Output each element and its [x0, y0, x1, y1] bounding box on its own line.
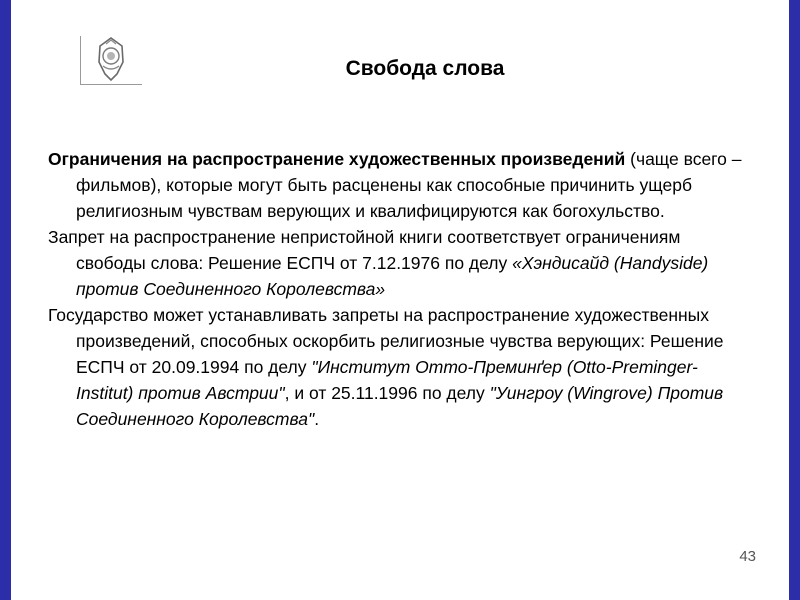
logo-frame-vertical: [80, 36, 81, 84]
paragraph-2: [48, 224, 748, 302]
paragraph-3-case-name-2: "Уингроу (Wingrove) Против Соединенного Королевства": [76, 383, 724, 429]
paragraph-3-case-name-1: "Институт Отто-Преминґер (Otto-Preminger-Institut) против Австрии": [76, 357, 698, 403]
left-accent-bar: [0, 0, 11, 600]
paragraph-1: [48, 146, 748, 224]
page-number: 43: [739, 548, 756, 565]
paragraph-3-text-2: , и от 25.11.1996 по делу: [284, 383, 490, 403]
right-accent-bar: [789, 0, 800, 600]
paragraph-3-text-3: .: [314, 409, 320, 429]
paragraph-3: [48, 302, 748, 432]
logo: [80, 36, 144, 86]
paragraph-2-case-name: «Хэндисайд (Handyside) против Соединенного Королевства»: [76, 253, 709, 299]
paragraph-3-text: Государство может устанавливать запреты на распространение художественных произведений, способных оскорбить религиозные чувства верующих: Решение ЕСПЧ от 20.09.1994 по делу: [48, 305, 724, 377]
paragraph-1-bold: Ограничения на распространение художественных произведений: [48, 149, 626, 169]
paragraph-1-text: (чаще всего – фильмов), которые могут быть расценены как способные причинить ущерб религиозным чувствам верующих и квалифицируются как богохульство.: [76, 149, 742, 221]
emblem-icon: [94, 36, 128, 82]
slide-title: Свобода слова: [345, 57, 505, 80]
slide-body: [48, 146, 748, 432]
logo-frame-horizontal: [80, 84, 142, 85]
paragraph-2-text: Запрет на распространение непристойной книги соответствует ограничениям свободы слова: Решение ЕСПЧ от 7.12.1976 по делу: [48, 227, 681, 273]
